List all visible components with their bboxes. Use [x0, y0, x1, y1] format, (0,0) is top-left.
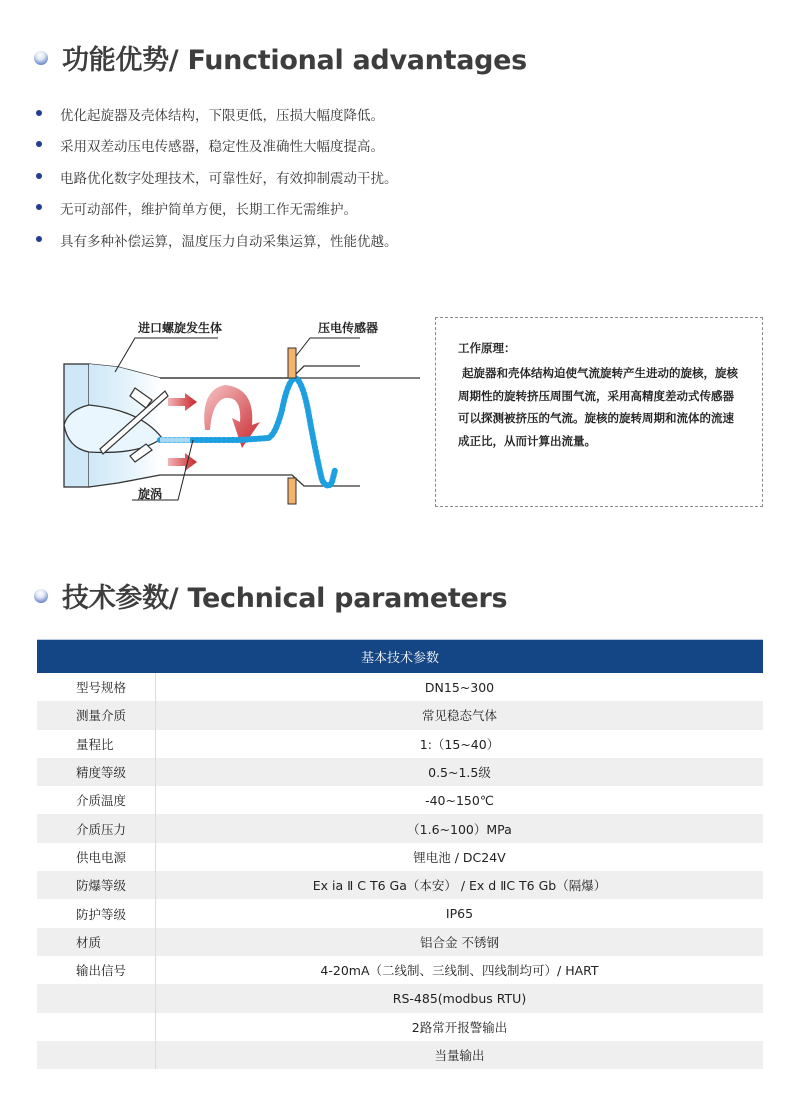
flowmeter-diagram [60, 310, 420, 515]
bullet-icon [36, 173, 42, 179]
spec-table-header: 基本技术参数 [37, 639, 763, 673]
table-row: 2路常开报警输出 [37, 1013, 763, 1041]
label-inlet-swirler: 进口螺旋发生体 [138, 321, 223, 335]
feature-item: 电路优化数字处理技术，可靠性好，有效抑制震动干扰。 [36, 161, 398, 193]
table-row: RS-485(modbus RTU) [37, 984, 763, 1012]
table-row: 供电电源 锂电池 / DC24V [37, 843, 763, 871]
section-title-advantages [34, 38, 527, 77]
table-row: 介质压力 （1.6~100）MPa [37, 814, 763, 842]
vortex-flow-diagram-graphic [60, 310, 420, 515]
table-row: 测量介质 常见稳态气体 [37, 701, 763, 729]
feature-list [36, 98, 398, 256]
bullet-orb-icon [34, 51, 48, 65]
bullet-orb-icon [34, 589, 48, 603]
table-row: 量程比 1:（15~40） [37, 730, 763, 758]
bullet-icon [36, 204, 42, 210]
bullet-icon [36, 110, 42, 116]
table-row: 型号规格 DN15~300 [37, 673, 763, 701]
label-piezo-sensor: 压电传感器 [318, 321, 379, 335]
table-row: 介质温度 -40~150℃ [37, 786, 763, 814]
section-title-text: 功能优势/ Functional advantages [62, 45, 527, 76]
feature-item: 优化起旋器及壳体结构，下限更低，压损大幅度降低。 [36, 98, 398, 130]
section-title-text: 技术参数/ Technical parameters [62, 583, 508, 614]
table-row: 材质 铝合金 不锈钢 [37, 928, 763, 956]
section-title-technical [34, 576, 507, 615]
table-row: 输出信号 4-20mA（二线制、三线制、四线制均可）/ HART [37, 956, 763, 984]
feature-item: 采用双差动压电传感器，稳定性及准确性大幅度提高。 [36, 130, 398, 162]
feature-item: 具有多种补偿运算，温度压力自动采集运算，性能优越。 [36, 224, 398, 256]
working-principle-box [435, 317, 763, 507]
table-row: 防爆等级 Ex ia Ⅱ C T6 Ga（本安） / Ex d ⅡC T6 Gb（隔爆） [37, 871, 763, 899]
principle-text: 起旋器和壳体结构迫使气流旋转产生进动的旋核，旋核周期性的旋转挤压周围气流，采用高精度差动式传感器可以探测被挤压的气流。旋核的旋转周期和流体的流速成正比，从而计算出流量。 [458, 366, 738, 448]
bullet-icon [36, 141, 42, 147]
spec-table [37, 639, 763, 1069]
spec-table-body [37, 673, 763, 1069]
bullet-icon [36, 236, 42, 242]
label-vortex: 旋涡 [138, 487, 163, 501]
feature-item: 无可动部件，维护简单方便，长期工作无需维护。 [36, 193, 398, 225]
principle-title: 工作原理： [458, 341, 516, 355]
table-row: 防护等级 IP65 [37, 899, 763, 927]
table-row: 当量输出 [37, 1041, 763, 1069]
table-row: 精度等级 0.5~1.5级 [37, 758, 763, 786]
